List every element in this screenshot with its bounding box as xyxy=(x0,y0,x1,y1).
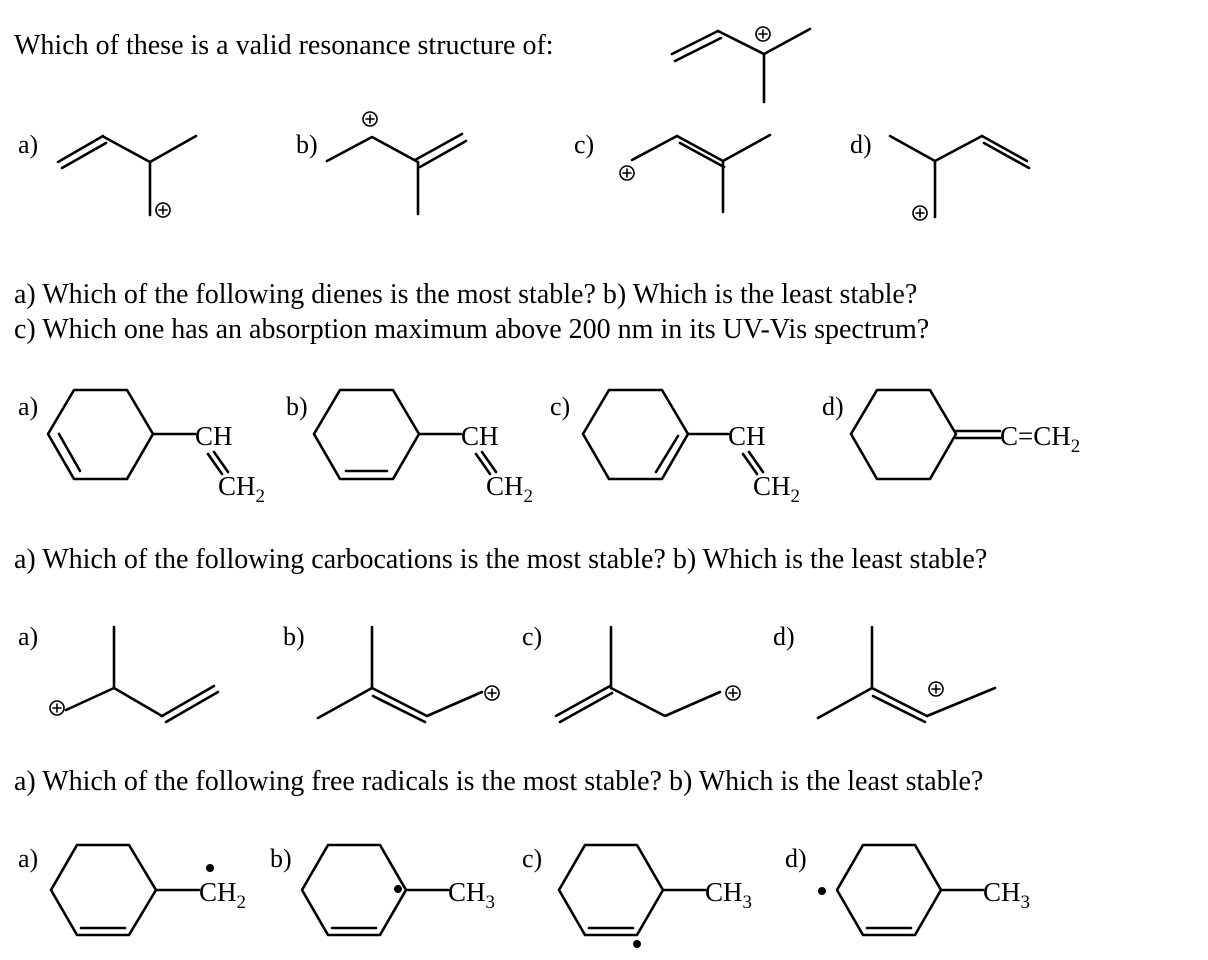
q3-option-c-label: c) xyxy=(522,622,543,651)
positive-charge-icon xyxy=(363,112,377,126)
q2-option-c-structure xyxy=(583,390,800,507)
q3-option-d-structure xyxy=(818,627,995,722)
q2-option-a-structure xyxy=(48,390,265,507)
q2a-ch-label: CH xyxy=(195,421,233,451)
q1-option-d-label: d) xyxy=(850,130,872,159)
q3-option-a-label: a) xyxy=(18,622,39,651)
q4-option-b-structure xyxy=(302,845,495,935)
q1-option-b-label: b) xyxy=(296,130,318,159)
q4-option-d-structure xyxy=(818,845,1030,935)
q1-option-b-structure xyxy=(327,112,466,214)
q4c-ch3-label: $CH_3$ xyxy=(705,877,753,913)
positive-charge-icon xyxy=(50,701,64,715)
q4-option-a-structure xyxy=(51,845,246,935)
question-2-line-2: c) Which one has an absorption maximum above 200 nm in its UV-Vis spectrum? xyxy=(14,314,930,345)
q2d-ccd-label: $C=CH_2$ xyxy=(1000,421,1081,457)
q4-option-b-label: b) xyxy=(270,844,292,873)
radical-dot-icon xyxy=(206,864,214,872)
positive-charge-icon xyxy=(913,206,927,220)
q2-option-d-label: d) xyxy=(822,392,844,421)
q4a-ch2-label: $CH_2$ xyxy=(199,877,247,913)
q2-option-d-structure xyxy=(851,390,1080,479)
q1-option-a-label: a) xyxy=(18,130,39,159)
q1-option-d-structure xyxy=(890,136,1029,220)
q4b-ch3-label: $CH_3$ xyxy=(448,877,496,913)
question-1-prompt: Which of these is a valid resonance structure of: xyxy=(14,30,554,61)
positive-charge-icon xyxy=(620,166,634,180)
radical-dot-icon xyxy=(818,887,826,895)
q4d-ch3-label: $CH_3$ xyxy=(983,877,1031,913)
positive-charge-icon xyxy=(485,686,499,700)
question-3-prompt: a) Which of the following carbocations is the most stable? b) Which is the least stable? xyxy=(14,544,988,575)
q2b-ch2-label: $CH_2$ xyxy=(486,471,534,507)
q2-option-b-structure xyxy=(314,390,533,507)
q2b-ch-label: CH xyxy=(461,421,499,451)
q4-option-d-label: d) xyxy=(785,844,807,873)
q3-option-b-structure xyxy=(318,627,499,722)
q3-option-c-structure xyxy=(556,627,740,722)
positive-charge-icon xyxy=(929,682,943,696)
q3-option-b-label: b) xyxy=(283,622,305,651)
positive-charge-icon xyxy=(156,203,170,217)
q3-option-a-structure xyxy=(50,627,218,722)
question-4-prompt: a) Which of the following free radicals is the most stable? b) Which is the least stable? xyxy=(14,766,984,797)
q4-option-c-structure xyxy=(559,845,752,948)
q2-option-a-label: a) xyxy=(18,392,39,421)
q1-option-c-structure xyxy=(620,135,770,212)
q2c-ch-label: CH xyxy=(728,421,766,451)
q4-option-c-label: c) xyxy=(522,844,543,873)
q3-option-d-label: d) xyxy=(773,622,795,651)
q2c-ch2-label: $CH_2$ xyxy=(753,471,801,507)
positive-charge-icon xyxy=(726,686,740,700)
q4-option-a-label: a) xyxy=(18,844,39,873)
q1-option-c-label: c) xyxy=(574,130,595,159)
positive-charge-icon xyxy=(756,27,770,41)
q2-option-b-label: b) xyxy=(286,392,308,421)
radical-dot-icon xyxy=(394,885,402,893)
q1-option-a-structure xyxy=(58,136,196,217)
question-2-line-1: a) Which of the following dienes is the most stable? b) Which is the least stable? xyxy=(14,279,918,310)
q1-target-structure xyxy=(672,27,810,102)
radical-dot-icon xyxy=(633,940,641,948)
q2-option-c-label: c) xyxy=(550,392,571,421)
q2a-ch2-label: $CH_2$ xyxy=(218,471,266,507)
